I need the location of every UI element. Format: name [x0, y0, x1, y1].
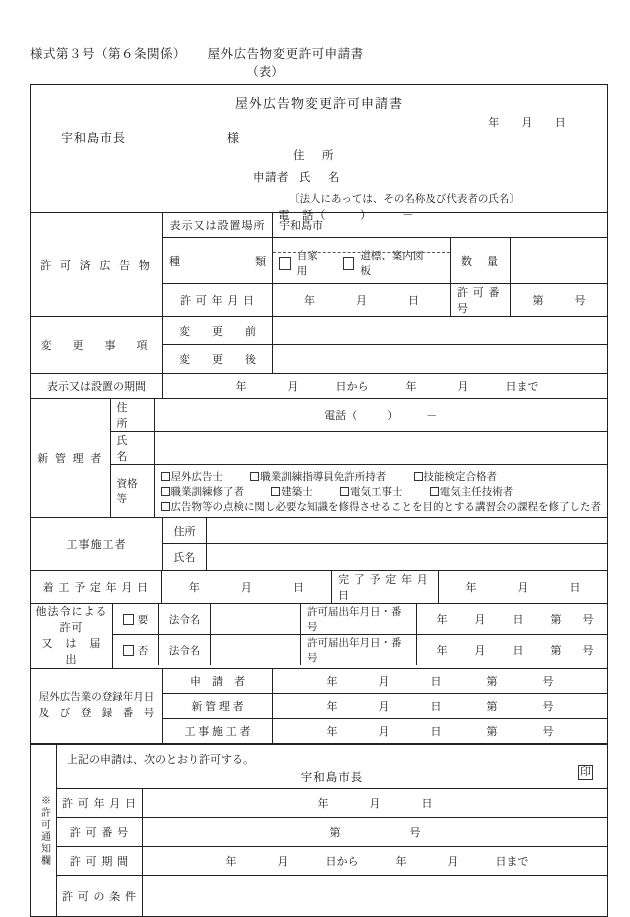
change-before-row [163, 317, 607, 345]
form-number: 様式第３号（第６条関係） [30, 47, 187, 61]
contractor-address-label: 住所 [163, 518, 207, 543]
seal-icon: 印 [580, 766, 591, 778]
checkbox-icon[interactable] [161, 487, 170, 496]
reg-no-suffix-1: 号 [542, 676, 554, 688]
reg-year-2: 年 [326, 701, 338, 713]
law-name-label-1: 法令名 [159, 604, 211, 634]
other-laws-check-not-required[interactable] [113, 635, 159, 665]
permit-date-value[interactable] [273, 284, 451, 316]
change-after-label: 変 更 後 [163, 345, 273, 373]
checkbox-icon[interactable] [123, 645, 134, 656]
start-month: 月 [240, 582, 252, 594]
quantity-label: 数 量 [451, 238, 511, 283]
qualification-options [155, 465, 608, 517]
finish-month: 月 [517, 582, 529, 594]
qual-opt-2[interactable] [250, 472, 386, 483]
notice-from-year: 年 [225, 856, 237, 868]
new-manager-section [31, 399, 607, 518]
finish-date-label: 完 了 予 定 年 月 日 [332, 571, 439, 603]
display-period-label: 表示又は設置の期間 [31, 374, 163, 398]
permitted-advertisement-label: 許 可 済 広 告 物 [31, 213, 163, 316]
permit-period-notice-row [57, 847, 607, 876]
applicant-label: 申請者 [253, 172, 289, 184]
checkbox-icon[interactable] [340, 487, 349, 496]
permit-date-notice-row [57, 789, 607, 818]
permit-number-notice-row [57, 818, 607, 847]
reg-day-1: 日 [430, 676, 442, 688]
registration-row-applicant [163, 669, 607, 694]
qual-opt-5[interactable] [271, 487, 313, 498]
qualification-label: 資格等 [111, 465, 155, 517]
registration-applicant-value[interactable] [273, 669, 607, 693]
notice-year: 年 [317, 798, 329, 810]
reg-day-3: 日 [430, 726, 442, 738]
permit-notice-section [31, 744, 607, 916]
law-year-2: 年 [436, 645, 448, 657]
law-year-1: 年 [436, 614, 448, 626]
finish-year: 年 [465, 582, 477, 594]
qual-opt-4-label: 職業訓練修了者 [170, 487, 244, 498]
schedule-row [31, 571, 607, 604]
change-before-value[interactable] [273, 317, 607, 344]
qual-opt-6-label: 電気工事士 [350, 487, 403, 498]
permit-notice-number-label: 許 可 番 号 [57, 818, 143, 846]
permit-no-prefix: 第 [532, 295, 544, 307]
registration-label [31, 669, 163, 743]
kind-label: 種 [169, 255, 180, 268]
registration-applicant-label: 申 請 者 [163, 669, 273, 693]
reg-no-suffix-2: 号 [542, 701, 554, 713]
reg-day-2: 日 [430, 701, 442, 713]
qual-opt-1[interactable] [161, 472, 224, 483]
qualification-line-1 [161, 470, 602, 485]
registration-label-line1: 屋外広告業の登録年月日 [38, 692, 155, 703]
other-laws-label-line1: 他法令による許可 [35, 606, 108, 634]
telephone-label: 電 話（ [278, 210, 326, 222]
permit-notice-side-text: ※許可通知欄 [38, 794, 50, 867]
permitted-advertisement-section [31, 213, 607, 317]
permit-date-label: 許 可 年 月 日 [163, 284, 273, 316]
registration-section [31, 669, 607, 744]
law-name-value-2[interactable] [211, 635, 301, 665]
manager-tel-dash: － [426, 410, 438, 422]
kind-label-2: 類 [255, 255, 266, 268]
side-indicator: （表） [246, 65, 284, 79]
permit-number-value[interactable] [511, 284, 607, 316]
new-manager-name-value[interactable] [155, 432, 608, 464]
date-month-label: 月 [521, 117, 533, 129]
new-manager-telephone[interactable] [155, 399, 608, 431]
change-items-section [31, 317, 607, 374]
start-date-label: 着 工 予 定 年 月 日 [31, 571, 162, 603]
law-no-prefix-1: 第 [550, 614, 562, 626]
qual-opt-2-label: 職業訓練指導員免許所持者 [260, 472, 387, 483]
permit-notice-number-value[interactable] [143, 818, 607, 846]
contractor-section [31, 518, 607, 571]
registration-contractor-value[interactable] [273, 719, 607, 743]
qual-opt-7[interactable] [430, 487, 514, 498]
registration-label-line2: 及 び 登 録 番 号 [38, 708, 155, 719]
permit-notice-conditions-value[interactable] [143, 876, 607, 916]
checkbox-icon[interactable] [123, 614, 134, 625]
form-title: 屋外広告物変更許可申請書 [234, 96, 403, 111]
qual-opt-3-label: 技能検定合格者 [423, 472, 497, 483]
applicant-name-label: 氏 名 [299, 172, 343, 184]
permit-number-label: 許 可 番 号 [451, 284, 511, 316]
manager-tel-label: 電話（ [324, 410, 358, 422]
registration-row-manager [163, 694, 607, 719]
start-year: 年 [188, 582, 200, 594]
notice-month: 月 [369, 798, 381, 810]
permit-statement: 上記の申請は、次のとおり許可する。 [67, 754, 254, 766]
registration-manager-label: 新 管 理 者 [163, 694, 273, 718]
place-label: 表示又は設置場所 [163, 213, 273, 237]
law-no-suffix-2: 号 [582, 645, 594, 657]
document-title: 屋外広告物変更許可申請書 [207, 47, 364, 61]
contractor-name-value[interactable] [207, 544, 607, 570]
notice-to-month: 月 [447, 856, 459, 868]
new-manager-address-row [111, 399, 608, 432]
notice-from-month: 月 [277, 856, 289, 868]
reg-no-prefix-1: 第 [486, 676, 498, 688]
start-date-value[interactable] [162, 571, 332, 603]
other-laws-label-line2: 又 は 届 出 [41, 638, 114, 666]
checkbox-icon[interactable] [414, 472, 423, 481]
notice-day: 日 [421, 798, 433, 810]
qual-opt-4[interactable] [161, 487, 245, 498]
qualification-line-3 [161, 500, 602, 515]
telephone-paren-close: ） [360, 210, 372, 222]
permit-notice-date-label: 許 可 年 月 日 [57, 789, 143, 817]
notice-no-prefix: 第 [329, 827, 341, 839]
contractor-name-label: 氏名 [163, 544, 207, 570]
qual-opt-1-label: 屋外広告士 [170, 472, 223, 483]
law-no-suffix-1: 号 [582, 614, 594, 626]
change-after-value[interactable] [273, 345, 607, 373]
telephone-dash: － [402, 210, 414, 222]
permit-no-suffix: 号 [574, 295, 586, 307]
display-period-value[interactable] [163, 374, 607, 398]
qual-opt-8-label: 広告物等の点検に関し必要な知識を修得させることを目的とする講習会の課程を修了した者 [170, 502, 601, 513]
registration-manager-value[interactable] [273, 694, 607, 718]
period-to-day: 日まで [505, 381, 539, 393]
finish-day: 日 [569, 582, 581, 594]
permitted-kind-row [163, 238, 607, 284]
law-day-1: 日 [512, 614, 524, 626]
period-to-month: 月 [457, 381, 469, 393]
new-manager-name-label: 氏 名 [111, 432, 155, 464]
contractor-address-row [163, 518, 607, 544]
reg-no-suffix-3: 号 [542, 726, 554, 738]
date-year-label: 年 [488, 117, 500, 129]
applicant-address-label: 住 所 [293, 150, 337, 162]
checkbox-icon[interactable] [250, 472, 259, 481]
notice-no-suffix: 号 [409, 827, 421, 839]
other-laws-check-required[interactable] [113, 604, 159, 634]
period-from-day: 日から [335, 381, 369, 393]
qualification-line-2 [161, 485, 602, 500]
registration-contractor-label: 工 事 施 工 者 [163, 719, 273, 743]
new-manager-label: 新 管 理 者 [31, 399, 111, 517]
law-day-2: 日 [512, 645, 524, 657]
permit-notice-period-label: 許 可 期 間 [57, 847, 143, 875]
checkbox-icon[interactable] [343, 257, 355, 270]
addressee-honorific: 様 [227, 131, 240, 145]
change-items-label: 変 更 事 項 [31, 317, 163, 373]
permitted-date-row [163, 284, 607, 316]
registration-row-contractor [163, 719, 607, 743]
addressee-mayor: 宇和島市長 [61, 131, 127, 145]
notice-to-day: 日まで [495, 856, 529, 868]
contractor-name-row [163, 544, 607, 570]
checkbox-icon[interactable] [279, 257, 291, 270]
other-laws-row-required [113, 604, 607, 635]
start-day: 日 [292, 582, 304, 594]
law-no-prefix-2: 第 [550, 645, 562, 657]
checkbox-icon[interactable] [271, 487, 280, 496]
qual-opt-7-label: 電気主任技術者 [439, 487, 514, 498]
applicant-block [31, 85, 607, 222]
new-manager-name-row [111, 432, 608, 465]
kind-option-signpost-label: 道標、案内図板 [360, 251, 424, 277]
reg-year-3: 年 [326, 726, 338, 738]
reg-no-prefix-3: 第 [486, 726, 498, 738]
place-value[interactable]: 宇和島市 [279, 220, 323, 232]
law-notice-value-1[interactable] [417, 604, 607, 634]
period-from-month: 月 [287, 381, 299, 393]
new-manager-qualification-row [111, 465, 608, 517]
period-to-year: 年 [405, 381, 417, 393]
reg-month-3: 月 [378, 726, 390, 738]
kind-options-cell [273, 238, 451, 283]
permit-notice-period-value[interactable] [143, 847, 607, 875]
manager-tel-paren: ） [387, 410, 399, 422]
permit-notice-date-value[interactable] [143, 789, 607, 817]
new-manager-address-label: 住 所 [111, 399, 155, 431]
permit-statement-block [57, 745, 607, 789]
contractor-address-value[interactable] [207, 518, 607, 543]
law-name-label-2: 法令名 [159, 635, 211, 665]
submission-date [479, 114, 576, 130]
checkbox-icon[interactable] [430, 487, 439, 496]
kind-label-cell [163, 238, 273, 283]
permit-notice-conditions-label: 許 可 の 条 件 [57, 876, 143, 916]
reg-month-1: 月 [378, 676, 390, 688]
permit-day-label: 日 [408, 295, 419, 307]
reg-year-1: 年 [326, 676, 338, 688]
other-laws-label [31, 604, 113, 668]
notice-to-year: 年 [395, 856, 407, 868]
other-laws-check-required-label: 要 [137, 614, 149, 626]
law-notice-label-1: 許可届出年月日・番号 [301, 604, 417, 634]
permit-year-label: 年 [304, 295, 315, 307]
law-notice-value-2[interactable] [417, 635, 607, 665]
law-month-2: 月 [474, 645, 486, 657]
form-frame [30, 84, 608, 917]
applicant-name-row [253, 169, 343, 185]
other-laws-check-not-required-label: 否 [137, 645, 149, 657]
change-before-label: 変 更 前 [163, 317, 273, 344]
change-after-row [163, 345, 607, 373]
contractor-label: 工事施工者 [31, 518, 163, 570]
display-period-row [31, 374, 607, 399]
qual-opt-5-label: 建築士 [281, 487, 313, 498]
permit-conditions-row [57, 876, 607, 916]
checkbox-icon[interactable] [161, 472, 170, 481]
reg-month-2: 月 [378, 701, 390, 713]
reg-no-prefix-2: 第 [486, 701, 498, 713]
permit-month-label: 月 [356, 295, 367, 307]
qual-opt-3[interactable] [414, 472, 498, 483]
applicant-telephone [278, 207, 414, 223]
finish-date-value[interactable] [439, 571, 607, 603]
corporation-note: 〔法人にあっては、その名称及び代表者の氏名〕 [289, 194, 520, 205]
permit-mayor: 宇和島市長 [300, 772, 364, 784]
checkbox-icon[interactable] [161, 502, 170, 511]
period-from-year: 年 [235, 381, 247, 393]
law-notice-label-2: 許可届出年月日・番号 [301, 635, 417, 665]
law-name-value-1[interactable] [211, 604, 301, 634]
notice-from-day: 日から [325, 856, 359, 868]
qual-opt-8[interactable] [161, 502, 602, 513]
quantity-value[interactable] [511, 238, 607, 283]
qual-opt-6[interactable] [340, 487, 403, 498]
law-month-1: 月 [474, 614, 486, 626]
kind-divider [273, 252, 450, 253]
document-header [30, 44, 610, 62]
date-day-label: 日 [554, 117, 567, 129]
permit-notice-side-label [31, 745, 57, 916]
other-laws-section [31, 604, 607, 669]
kind-option-private-label: 自家用 [296, 251, 318, 277]
other-laws-row-not-required [113, 635, 607, 665]
